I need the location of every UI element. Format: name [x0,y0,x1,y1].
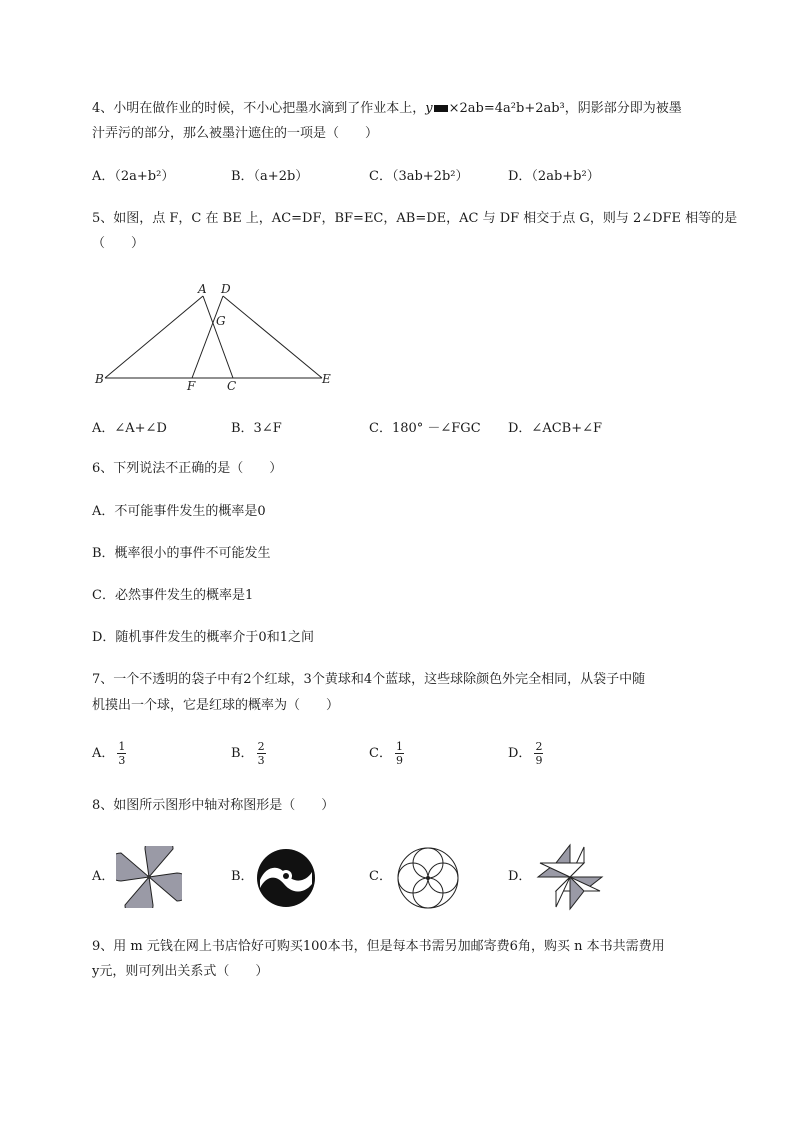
q5-option-d[interactable]: D．∠ACB+∠F [508,421,603,436]
segment-de [223,296,322,378]
q8-option-a-label[interactable]: A． [92,869,115,884]
q4-stem-line2: 汁弄污的部分，那么被墨汁遮住的一项是（ ） [92,126,379,141]
q5-option-a[interactable]: A．∠A+∠D [92,421,167,436]
q7-option-c[interactable] [369,740,404,767]
q4-line1-eq: ×2ab=4a²b+2ab³，阴影部分即为被墨 [448,101,682,116]
q6-option-b[interactable]: B．概率很小的事件不可能发生 [92,546,271,561]
q8-option-b-label[interactable]: B． [231,869,254,884]
segment-ab [105,296,203,378]
fraction: $\frac{1}{3}$ [118,740,126,767]
fraction: $\frac{1}{9}$ [395,740,403,767]
q4-option-a[interactable]: A．（2a+b²） [92,169,175,184]
label-d: D [221,282,231,296]
triangle-pinwheel-figure-icon[interactable] [534,842,606,912]
q7-option-b[interactable] [231,740,266,767]
q9-stem-line1: 9、用 m 元钱在网上书店恰好可购买100本书，但是每本书需另加邮寄费6角，购买 n 本书共需费用 [92,939,665,954]
q6-option-d[interactable]: D．随机事件发生的概率介于0和1之间 [92,630,314,645]
fraction: $\frac{2}{3}$ [257,740,265,767]
q8-option-d-label[interactable]: D． [508,869,532,884]
q9-stem-line2: y元，则可列出关系式（ ） [92,964,269,979]
q4-line1-pre: 4、小明在做作业的时候，不小心把墨水滴到了作业本上， [92,101,426,116]
q6-stem: 6、下列说法不正确的是（ ） [92,461,283,476]
q7-c-letter: C． [369,746,392,761]
swirl-circle-figure-icon[interactable] [255,847,317,909]
q7-d-letter: D． [508,746,532,761]
q7-a-letter: A． [92,746,115,761]
q5-triangle-figure [90,280,340,395]
q6-option-c[interactable]: C．必然事件发生的概率是1 [92,588,254,603]
q5-option-b[interactable]: B．3∠F [231,421,282,436]
q8-option-c-label[interactable]: C． [369,869,392,884]
q7-b-letter: B． [231,746,254,761]
q7-option-a[interactable] [92,740,126,767]
q4-ink-var: y [425,101,433,116]
label-g: G [216,314,226,328]
q4-option-b[interactable]: B．（a+2b） [231,169,309,184]
label-c: C [227,379,237,393]
fraction: $\frac{2}{9}$ [535,740,543,767]
label-e: E [322,372,331,386]
label-a: A [198,282,207,296]
ink-blot-icon [434,105,448,112]
q4-stem-line1 [92,100,682,118]
label-f: F [187,379,196,393]
pinwheel-figure-icon[interactable] [116,846,182,908]
q7-stem-line2: 机摸出一个球，它是红球的概率为（ ） [92,698,340,713]
label-b: B [95,372,104,386]
q7-stem-line1: 7、一个不透明的袋子中有2个红球，3个黄球和4个蓝球，这些球除颜色外完全相同，从袋子中随 [92,672,646,687]
q4-option-c[interactable]: C．（3ab+2b²） [369,169,469,184]
flower-circle-figure-icon[interactable] [395,846,461,910]
q4-option-d[interactable]: D．（2ab+b²） [508,169,600,184]
q5-stem-line2: （ ） [92,236,145,251]
q6-option-a[interactable]: A．不可能事件发生的概率是0 [92,504,266,519]
q5-option-c[interactable]: C．180° －∠FGC [369,421,481,436]
q8-stem: 8、如图所示图形中轴对称图形是（ ） [92,798,335,813]
q7-option-d[interactable] [508,740,543,767]
q5-stem-line1: 5、如图，点 F，C 在 BE 上，AC=DF，BF=EC，AB=DE，AC 与 DF 相交于点 G，则与 2∠DFE 相等的是 [92,211,738,226]
